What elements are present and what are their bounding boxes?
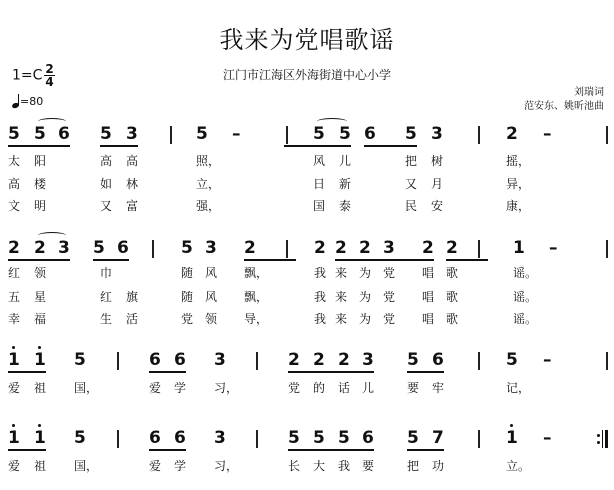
eighth-underline [93,259,129,261]
lyric: 照， [196,154,221,168]
eighth-underline [244,259,296,261]
note: 5 [407,350,419,370]
barline [478,126,480,144]
lyric: 异， [506,177,531,191]
eighth-underline [335,259,434,261]
note: 6 [174,350,186,370]
lyric: 明 [34,199,47,213]
lyric: 为 [359,266,372,280]
barline [286,126,288,144]
lyric: 巾 [100,266,113,280]
note: 1 [506,428,518,448]
lyric: 随 [181,290,194,304]
lyric: 党 [383,266,396,280]
lyric: 功 [432,459,445,473]
eighth-underline [100,145,138,147]
note: 3 [58,238,70,258]
lyric: 高 [100,154,113,168]
lyric: 高 [8,177,21,191]
eighth-underline [407,449,444,451]
note: 5 [181,238,193,258]
school-subtitle: 江门市江海区外海街道中心小学 [222,68,391,82]
lyric: 风 [205,266,218,280]
lyric: 风 [313,154,326,168]
note: 6 [364,124,376,144]
lyric: 富 [126,199,139,213]
slur [317,118,347,125]
lyric: 如 [100,177,113,191]
note: 2 [359,238,371,258]
lyric: 祖 [34,459,47,473]
lyric: 文 [8,199,21,213]
eighth-underline [446,259,488,261]
lyric: 五 [8,290,21,304]
note: 1 [34,350,46,370]
note: 2 [313,350,325,370]
lyric: 把 [405,154,418,168]
lyric: 歌 [446,290,459,304]
barline [117,352,119,370]
note: 2 [8,238,20,258]
eighth-underline [288,371,374,373]
composer-credit: 范安东、姚昕池曲 [524,101,604,112]
lyric: 爱 [149,459,162,473]
lyric: 爱 [149,381,162,395]
lyric: 党 [288,381,301,395]
lyric: 把 [407,459,420,473]
lyric: 党 [383,290,396,304]
lyric: 为 [359,290,372,304]
lyric: 林 [126,177,139,191]
lyric: 福 [34,312,47,326]
note: 6 [432,350,444,370]
lyric: 的 [313,381,326,395]
barline [256,430,258,448]
lyric: 我 [338,459,351,473]
lyric: 唱 [422,312,435,326]
note: 1 [34,428,46,448]
repeat-end-barline [597,430,607,448]
lyric: 记， [506,381,531,395]
key-signature [12,63,55,88]
lyric: 新 [339,177,352,191]
lyric: 立， [196,177,221,191]
eighth-underline [288,449,374,451]
note: 2 [288,350,300,370]
lyric: 国， [74,381,99,395]
lyric: 祖 [34,381,47,395]
lyric: 谣。 [513,312,538,326]
quarter-note-icon [12,94,20,108]
note: 5 [74,428,86,448]
lyric: 又 [100,199,113,213]
eighth-underline [149,371,186,373]
note: 5 [288,428,300,448]
lyric: 学 [174,459,187,473]
lyric: 立。 [506,459,531,473]
note: 2 [314,238,326,258]
lyric: 要 [362,459,375,473]
lyric: 生 [100,312,113,326]
lyric: 星 [34,290,47,304]
song-title: 我来为党唱歌谣 [219,26,395,54]
lyric: 风 [205,290,218,304]
dash-note: – [543,124,552,144]
barline [478,240,480,258]
octave-up-dot [12,346,15,349]
note: 1 [513,238,525,258]
note: 3 [205,238,217,258]
eighth-underline [8,259,70,261]
lyric: 我 [314,266,327,280]
note: 6 [362,428,374,448]
lyric: 康， [506,199,531,213]
note: 5 [8,124,20,144]
lyric: 谣。 [513,290,538,304]
lyric: 要 [407,381,420,395]
lyric: 红 [8,266,21,280]
octave-up-dot [38,346,41,349]
eighth-underline [8,145,70,147]
note: 3 [431,124,443,144]
lyric: 党 [383,312,396,326]
slur [38,118,66,125]
lyric: 我 [314,290,327,304]
lyricist-credit: 刘瑞词 [574,87,604,98]
note: 3 [383,238,395,258]
note: 5 [74,350,86,370]
note: 6 [174,428,186,448]
note: 5 [506,350,518,370]
eighth-underline [407,371,444,373]
lyric: 导， [244,312,269,326]
eighth-underline [284,145,351,147]
time-numerator: 2 [45,62,54,76]
system-3 [0,350,614,370]
lyric: 来 [335,290,348,304]
barline [606,352,608,370]
barline [256,352,258,370]
key-label: 1=C [12,67,43,84]
note: 6 [117,238,129,258]
note: 5 [313,124,325,144]
dash-note: – [543,350,552,370]
eighth-underline [8,371,46,373]
lyric: 唱 [422,266,435,280]
lyric: 习， [214,381,239,395]
lyric: 安 [431,199,444,213]
lyric: 领 [205,312,218,326]
note: 5 [196,124,208,144]
eighth-underline [364,145,417,147]
dash-note: – [543,428,552,448]
system-4 [0,428,614,448]
lyric: 我 [314,312,327,326]
lyric: 为 [359,312,372,326]
note: 3 [214,350,226,370]
time-denominator: 4 [45,75,54,89]
lyric: 来 [335,266,348,280]
lyric: 太 [8,154,21,168]
lyric: 来 [335,312,348,326]
barline [117,430,119,448]
lyric: 爱 [8,381,21,395]
note: 5 [338,428,350,448]
lyric: 又 [405,177,418,191]
eighth-underline [149,449,186,451]
lyric: 话 [338,381,351,395]
lyric: 随 [181,266,194,280]
lyric: 强， [196,199,221,213]
note: 2 [335,238,347,258]
note: 3 [362,350,374,370]
octave-up-dot [38,424,41,427]
lyric: 飘， [244,290,269,304]
lyric: 爱 [8,459,21,473]
note: 5 [93,238,105,258]
lyric: 牢 [432,381,445,395]
barline [606,126,608,144]
lyric: 红 [100,290,113,304]
lyric: 旗 [126,290,139,304]
barline [170,126,172,144]
lyric: 歌 [446,312,459,326]
note: 1 [8,350,20,370]
note: 2 [338,350,350,370]
note: 5 [407,428,419,448]
lyric: 国 [313,199,326,213]
dash-note: – [232,124,241,144]
lyric: 谣。 [513,266,538,280]
lyric: 党 [181,312,194,326]
barline [286,240,288,258]
slur [38,232,66,239]
time-signature [44,63,54,88]
barline [152,240,154,258]
tempo-value: =80 [20,95,44,108]
note: 3 [126,124,138,144]
lyric: 阳 [34,154,47,168]
note: 2 [506,124,518,144]
lyric: 歌 [446,266,459,280]
system-2 [0,238,614,258]
note: 2 [422,238,434,258]
note: 5 [313,428,325,448]
note: 5 [100,124,112,144]
barline [606,240,608,258]
lyric: 活 [126,312,139,326]
note: 5 [339,124,351,144]
note: 6 [58,124,70,144]
lyric: 日 [313,177,326,191]
lyric: 儿 [339,154,352,168]
lyric: 大 [313,459,326,473]
lyric: 幸 [8,312,21,326]
barline [478,352,480,370]
lyric: 领 [34,266,47,280]
lyric: 树 [431,154,444,168]
lyric: 唱 [422,290,435,304]
lyric: 月 [431,177,444,191]
lyric: 民 [405,199,418,213]
note: 2 [244,238,256,258]
note: 5 [34,124,46,144]
lyric: 楼 [34,177,47,191]
tempo-marking [12,94,43,108]
note: 6 [149,350,161,370]
dash-note: – [549,238,558,258]
lyric: 长 [288,459,301,473]
note: 5 [405,124,417,144]
barline [478,430,480,448]
lyric: 学 [174,381,187,395]
note: 1 [8,428,20,448]
lyric: 飘， [244,266,269,280]
note: 2 [34,238,46,258]
lyric: 泰 [339,199,352,213]
octave-up-dot [510,424,513,427]
note: 6 [149,428,161,448]
note: 2 [446,238,458,258]
lyric: 国， [74,459,99,473]
lyric: 习， [214,459,239,473]
system-1 [0,124,614,144]
note: 3 [214,428,226,448]
octave-up-dot [12,424,15,427]
lyric: 高 [126,154,139,168]
lyric: 儿 [362,381,375,395]
eighth-underline [8,449,46,451]
note: 7 [432,428,444,448]
lyric: 摇， [506,154,531,168]
